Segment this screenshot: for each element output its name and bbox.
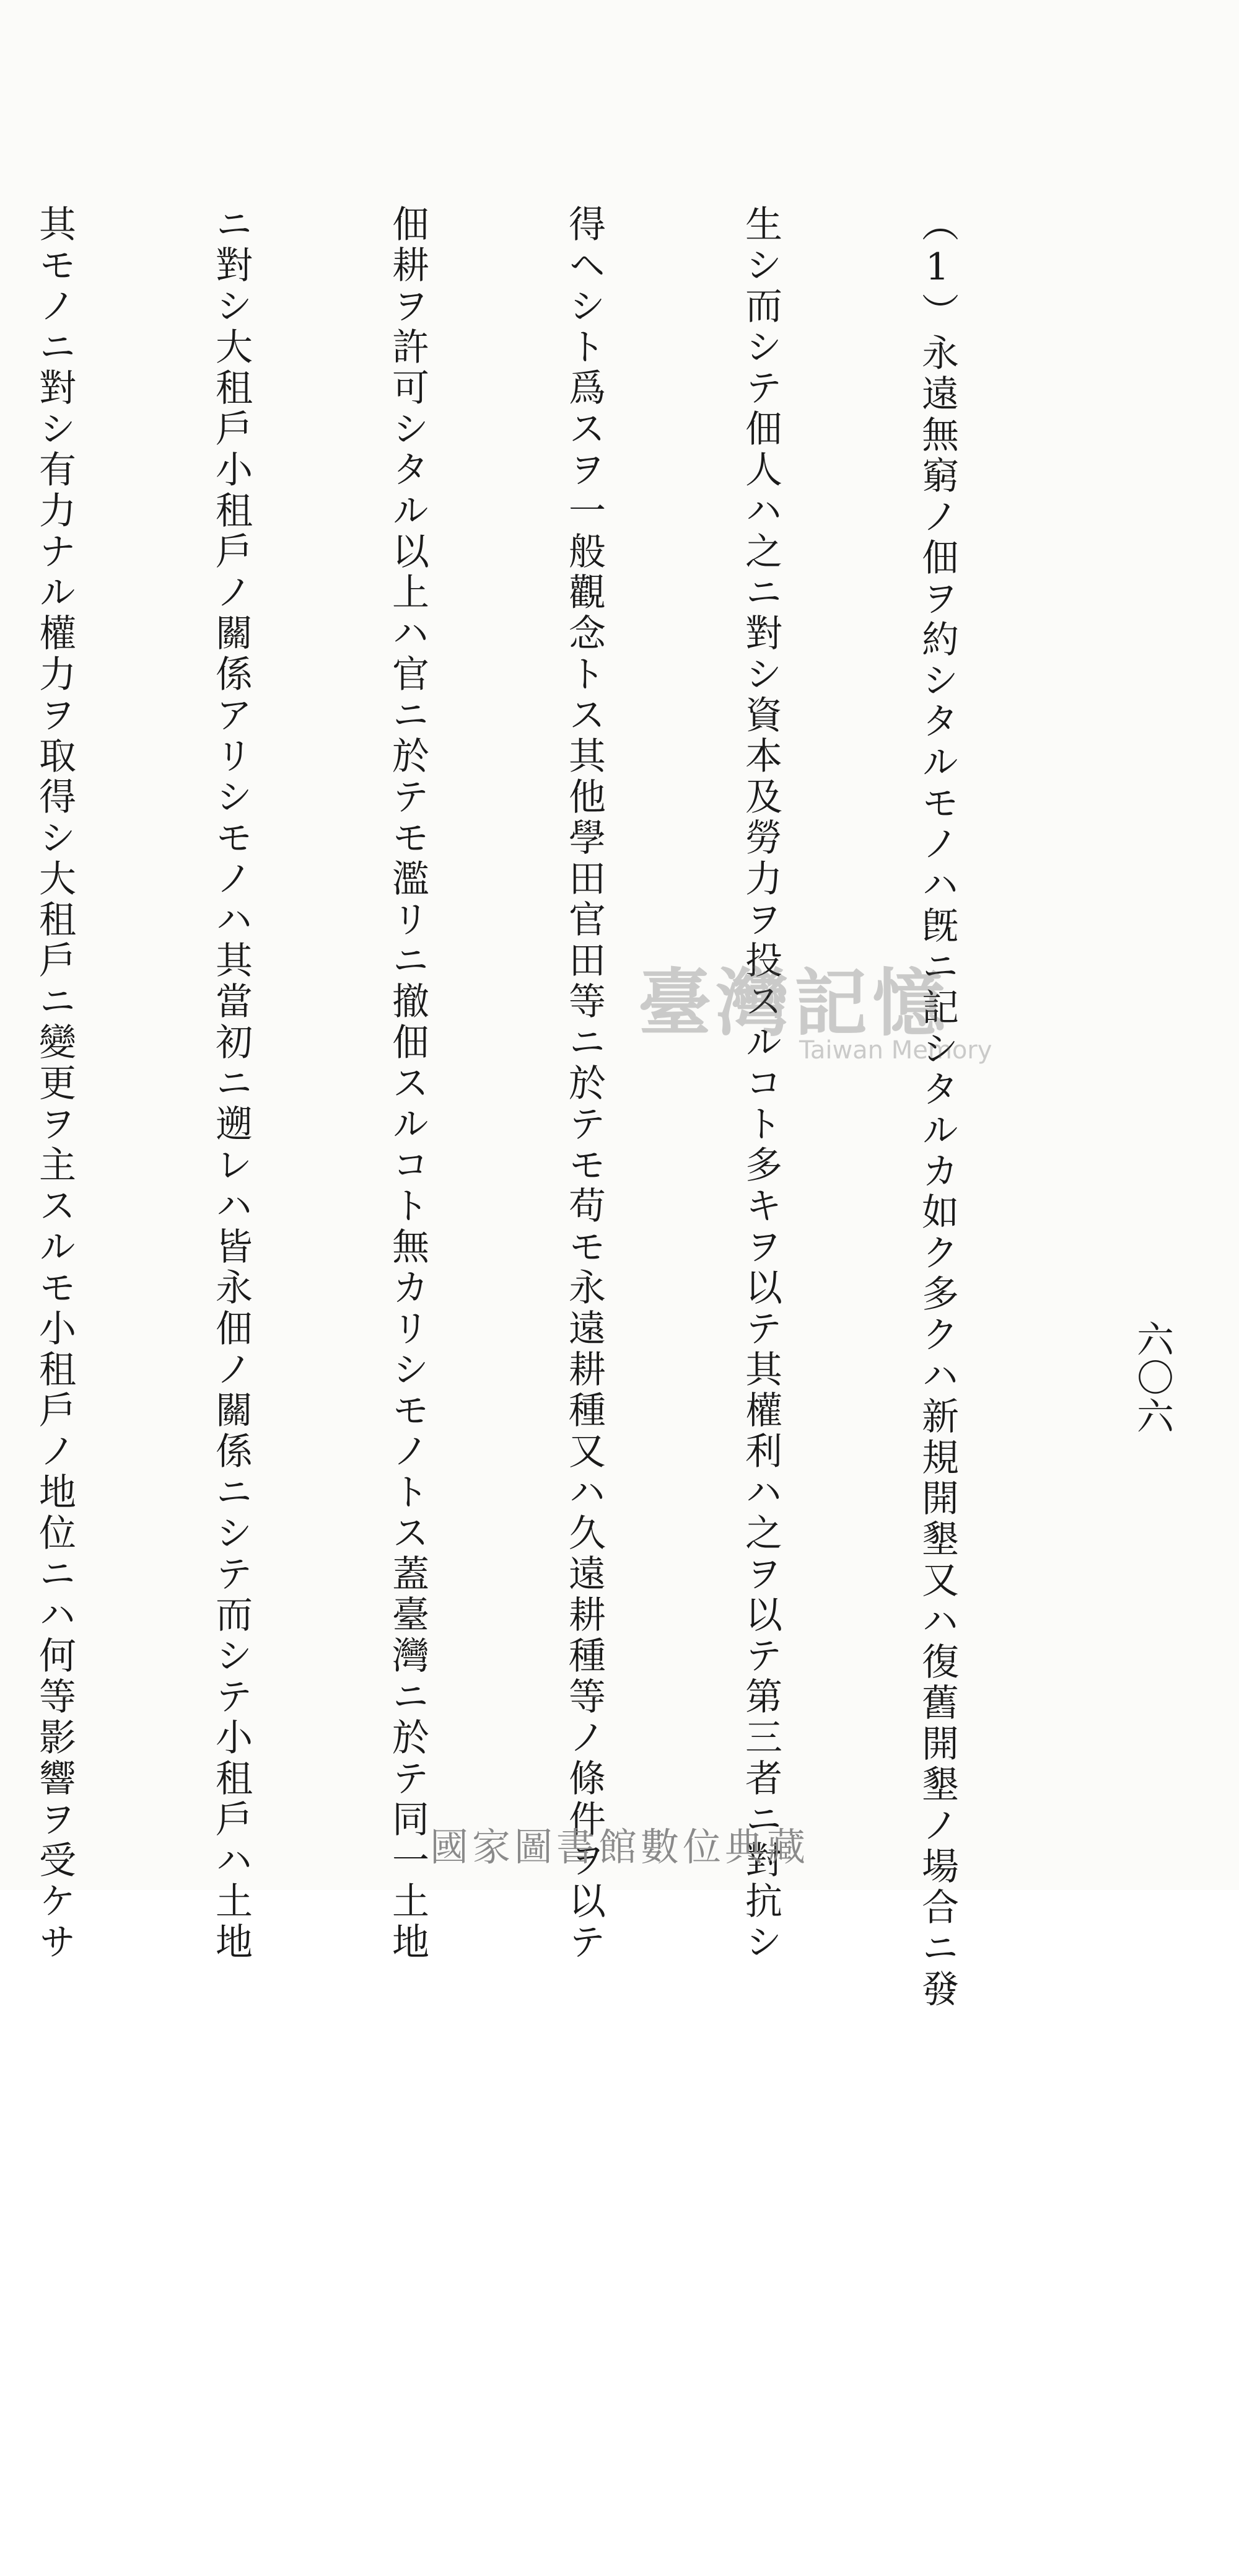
text-column: （1）永遠無窮ノ佃ヲ約シタルモノハ旣ニ記シタルカ如ク多クハ新規開墾又ハ復舊開墾ノ場合ニ發 [916,204,959,2010]
watermark-chinese: 臺灣記憶 [638,960,951,1046]
footer-caption: 國家圖書館數位典藏 [429,1824,809,1870]
watermark-english: Taiwan Memory [799,1036,992,1065]
text-column: 佃耕ヲ許可シタル以上ハ官ニ於テモ濫リニ撤佃スルコト無カリシモノトス蓋臺灣ニ於テ同一土地 [386,204,429,1963]
text-column: ニ對シ大租戶小租戶ノ關係アリシモノハ其當初ニ遡レハ皆永佃ノ關係ニシテ而シテ小租戶ハ土地 [209,204,253,1963]
text-column: 其モノニ對シ有力ナル權力ヲ取得シ大租戶ニ變更ヲ主スルモ小租戶ノ地位ニハ何等影響ヲ受ケサ [33,204,76,1963]
text-column: 得ヘシト爲スヲ一般觀念トス其他學田官田等ニ於テモ苟モ永遠耕種又ハ久遠耕種等ノ條件ヲ以テ [563,204,606,1963]
text-column: 生シ而シテ佃人ハ之ニ對シ資本及勞力ヲ投スルコト多キヲ以テ其權利ハ之ヲ以テ第三者ニ對抗シ [739,204,782,1963]
page-number: 六〇六 [1131,1320,1174,1435]
